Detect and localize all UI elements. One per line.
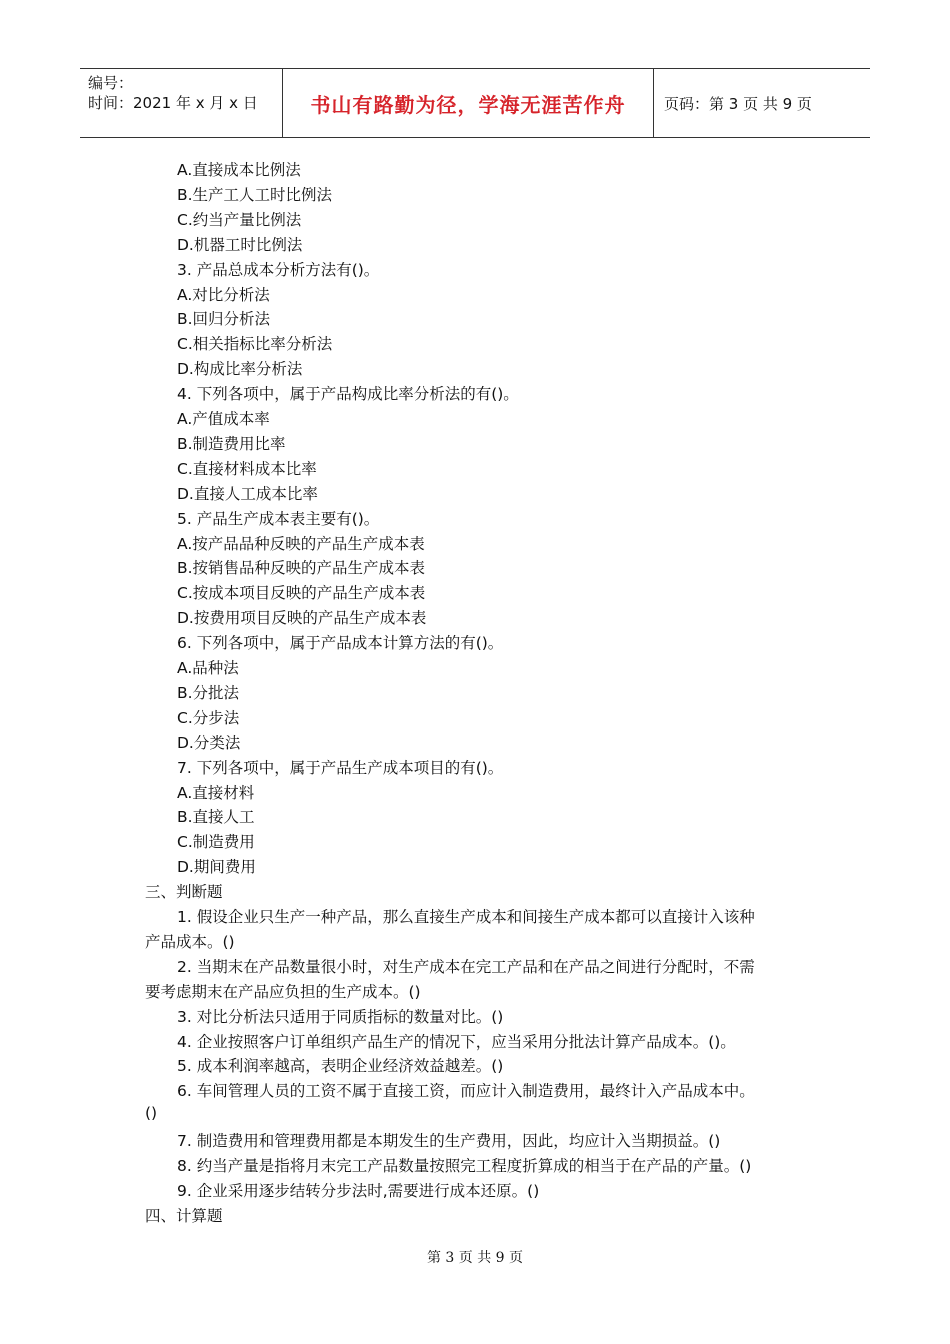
option-line: B.生产工人工时比例法	[177, 185, 333, 204]
option-line: B.制造费用比率	[177, 434, 286, 453]
question-line: 4. 企业按照客户订单组织产品生产的情况下，应当采用分批法计算产品成本。()。	[177, 1032, 736, 1051]
section-heading: 四、计算题	[145, 1206, 223, 1225]
option-line: C.按成本项目反映的产品生产成本表	[177, 584, 426, 603]
option-line: D.分类法	[177, 733, 241, 752]
header-page-info: 页码：第 3 页 共 9 页	[664, 94, 812, 113]
option-line: C.分步法	[177, 708, 240, 727]
question-line: 6. 车间管理人员的工资不属于直接工资，而应计入制造费用，最终计入产品成本中。	[177, 1082, 755, 1101]
option-line: D.构成比率分析法	[177, 360, 303, 379]
option-line: C.制造费用	[177, 833, 255, 852]
question-line: 9. 企业采用逐步结转分步法时,需要进行成本还原。()	[177, 1181, 540, 1200]
option-line: D.直接人工成本比率	[177, 484, 318, 503]
option-line: A.对比分析法	[177, 285, 270, 304]
option-line: D.按费用项目反映的产品生产成本表	[177, 609, 427, 628]
option-line: A.直接材料	[177, 783, 255, 802]
header-left-cell	[80, 69, 282, 137]
section-heading: 三、判断题	[145, 883, 223, 902]
question-line: 3. 对比分析法只适用于同质指标的数量对比。()	[177, 1007, 504, 1026]
option-line: B.直接人工	[177, 808, 255, 827]
question-line: 8. 约当产量是指将月末完工产品数量按照完工程度折算成的相当于在产品的产量。()	[177, 1157, 752, 1175]
question-line: 2. 当期末在产品数量很小时，对生产成本在完工产品和在产品之间进行分配时，不需	[177, 957, 755, 976]
option-line: B.按销售品种反映的产品生产成本表	[177, 559, 426, 578]
continuation-line: 产品成本。()	[145, 932, 235, 951]
question-line: 5. 产品生产成本表主要有()。	[177, 509, 380, 528]
page-header	[80, 68, 870, 138]
option-line: C.约当产量比例法	[177, 210, 302, 229]
header-motto-cell	[282, 69, 654, 137]
option-line: C.相关指标比率分析法	[177, 335, 333, 354]
question-line: 3. 产品总成本分析方法有()。	[177, 260, 380, 279]
continuation-line: 要考虑期末在产品应负担的生产成本。()	[145, 982, 421, 1001]
option-line: A.品种法	[177, 659, 239, 677]
question-line: 6. 下列各项中，属于产品成本计算方法的有()。	[177, 634, 504, 653]
option-line: B.分批法	[177, 683, 240, 702]
document-date-label: 时间：2021 年 x 月 x 日	[88, 94, 258, 112]
option-line: A.产值成本率	[177, 410, 270, 428]
question-line: 7. 下列各项中，属于产品生产成本项目的有()。	[177, 758, 504, 777]
option-line: A.按产品品种反映的产品生产成本表	[177, 534, 425, 553]
question-line: 4. 下列各项中，属于产品构成比率分析法的有()。	[177, 385, 519, 404]
option-line: D.机器工时比例法	[177, 235, 303, 254]
option-line: A.直接成本比例法	[177, 161, 301, 179]
question-line: 1. 假设企业只生产一种产品，那么直接生产成本和间接生产成本都可以直接计入该种	[177, 908, 755, 926]
option-line: D.期间费用	[177, 858, 256, 877]
continuation-line: ()	[145, 1104, 158, 1123]
document-number-label: 编号：	[88, 74, 134, 92]
page-footer: 第 3 页 共 9 页	[426, 1250, 524, 1266]
header-motto: 书山有路勤为径，学海无涯苦作舟	[310, 92, 626, 117]
option-line: B.回归分析法	[177, 310, 271, 329]
option-line: C.直接材料成本比率	[177, 459, 317, 478]
question-line: 7. 制造费用和管理费用都是本期发生的生产费用，因此，均应计入当期损益。()	[177, 1132, 721, 1151]
question-line: 5. 成本利润率越高，表明企业经济效益越差。()	[177, 1057, 504, 1076]
